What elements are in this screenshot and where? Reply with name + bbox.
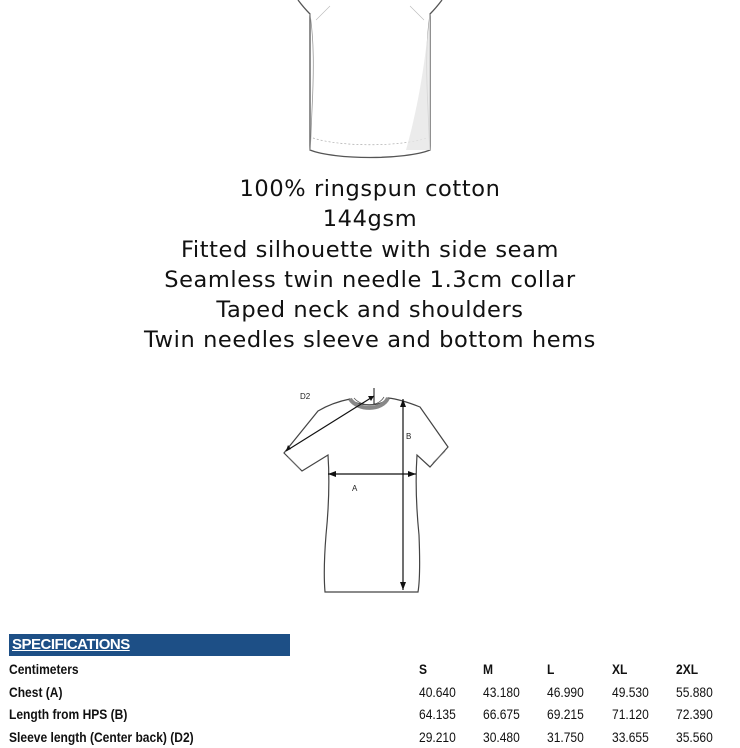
cell-value: 71.120 <box>612 706 649 722</box>
size-header: M <box>483 661 493 677</box>
cell-value: 66.675 <box>483 706 520 722</box>
cell-value: 35.560 <box>676 729 713 745</box>
table-row <box>9 681 740 704</box>
cell-value: 69.215 <box>547 706 584 722</box>
label-b: B <box>406 432 411 441</box>
table-row <box>9 703 740 726</box>
table-header-row <box>9 658 740 681</box>
size-header: XL <box>612 661 627 677</box>
cell-value: 31.750 <box>547 729 584 745</box>
specifications-header: SPECIFICATIONS <box>9 634 290 656</box>
feature-item: Twin needles sleeve and bottom hems <box>0 325 740 355</box>
row-label: Sleeve length (Center back) (D2) <box>9 729 362 745</box>
diagram-shirt-outline <box>284 398 448 592</box>
table-row <box>9 726 740 748</box>
label-d2: D2 <box>300 392 311 401</box>
cell-value: 43.180 <box>483 684 520 700</box>
feature-list <box>0 174 740 356</box>
size-header: S <box>419 661 427 677</box>
row-label: Length from HPS (B) <box>9 706 362 722</box>
feature-item: Fitted silhouette with side seam <box>0 235 740 265</box>
cell-value: 64.135 <box>419 706 456 722</box>
cell-value: 29.210 <box>419 729 456 745</box>
cell-value: 33.655 <box>612 729 649 745</box>
size-header: L <box>547 661 554 677</box>
cell-value: 46.990 <box>547 684 584 700</box>
cell-value: 40.640 <box>419 684 456 700</box>
cell-value: 55.880 <box>676 684 713 700</box>
size-header: 2XL <box>676 661 698 677</box>
label-a: A <box>352 484 358 493</box>
cell-value: 72.390 <box>676 706 713 722</box>
cell-value: 49.530 <box>612 684 649 700</box>
unit-label: Centimeters <box>9 661 362 677</box>
tshirt-illustration <box>280 0 460 165</box>
row-label: Chest (A) <box>9 684 362 700</box>
measurement-diagram <box>270 385 460 597</box>
feature-item: Seamless twin needle 1.3cm collar <box>0 265 740 295</box>
feature-item: 100% ringspun cotton <box>0 174 740 204</box>
specifications-table <box>9 658 740 748</box>
feature-item: Taped neck and shoulders <box>0 295 740 325</box>
cell-value: 30.480 <box>483 729 520 745</box>
feature-item: 144gsm <box>0 204 740 234</box>
